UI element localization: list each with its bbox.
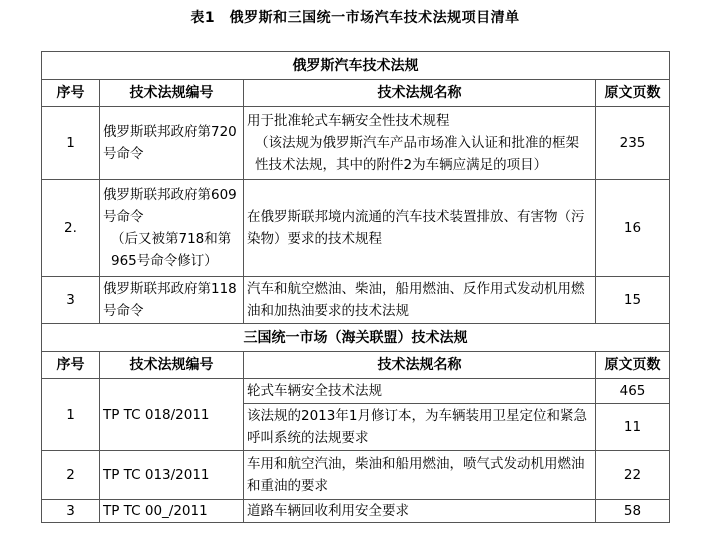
header-row	[42, 80, 670, 107]
table-row	[42, 451, 670, 500]
header-no: 序号	[42, 352, 100, 379]
row-pages: 58	[596, 500, 670, 523]
header-row	[42, 352, 670, 379]
section-title: 俄罗斯汽车技术法规	[42, 52, 670, 80]
row-name-line: 用于批准轮式车辆安全性技术规程	[247, 113, 450, 129]
row-pages: 235	[596, 107, 670, 180]
row-name: 道路车辆回收利用安全要求	[244, 500, 596, 523]
row-name: 在俄罗斯联邦境内流通的汽车技术装置排放、有害物（污染物）要求的技术规程	[244, 180, 596, 277]
row-pages: 15	[596, 277, 670, 324]
row-no: 2	[42, 451, 100, 500]
row-name-note: （该法规为俄罗斯汽车产品市场准入认证和批准的框架性技术法规，其中的附件2为车辆应满足的项目）	[255, 135, 579, 173]
table-row	[42, 500, 670, 523]
table-row	[42, 379, 670, 404]
row-no: 1	[42, 107, 100, 180]
header-name: 技术法规名称	[244, 352, 596, 379]
row-pages: 16	[596, 180, 670, 277]
row-pages: 11	[596, 404, 670, 451]
row-no: 3	[42, 500, 100, 523]
header-code: 技术法规编号	[100, 80, 244, 107]
regulations-table	[41, 51, 670, 523]
row-no: 3	[42, 277, 100, 324]
section-title: 三国统一市场（海关联盟）技术法规	[42, 324, 670, 352]
table-row	[42, 277, 670, 324]
row-name: 轮式车辆安全技术法规	[244, 379, 596, 404]
row-name: 该法规的2013年1月修订本，为车辆装用卫星定位和紧急呼叫系统的法规要求	[244, 404, 596, 451]
row-code	[100, 180, 244, 277]
table-caption: 表1 俄罗斯和三国统一市场汽车技术法规项目清单	[190, 10, 520, 26]
section-title-row	[42, 324, 670, 352]
header-name: 技术法规名称	[244, 80, 596, 107]
row-code: TP TC 013/2011	[100, 451, 244, 500]
row-name	[244, 107, 596, 180]
row-pages: 22	[596, 451, 670, 500]
row-code: TP TC 018/2011	[100, 379, 244, 451]
table-row	[42, 107, 670, 180]
row-name: 车用和航空汽油，柴油和船用燃油，喷气式发动机用燃油和重油的要求	[244, 451, 596, 500]
header-no: 序号	[42, 80, 100, 107]
header-pages: 原文页数	[596, 352, 670, 379]
table-row	[42, 180, 670, 277]
header-code: 技术法规编号	[100, 352, 244, 379]
row-code: TP TC 00_/2011	[100, 500, 244, 523]
row-no: 1	[42, 379, 100, 451]
row-no: 2.	[42, 180, 100, 277]
row-code: 俄罗斯联邦政府第118号命令	[100, 277, 244, 324]
header-pages: 原文页数	[596, 80, 670, 107]
section-title-row	[42, 52, 670, 80]
row-code-text: 俄罗斯联邦政府第609号命令	[103, 187, 237, 225]
row-code-note: （后又被第718和第965号命令修订）	[111, 231, 232, 269]
row-code: 俄罗斯联邦政府第720号命令	[100, 107, 244, 180]
row-pages: 465	[596, 379, 670, 404]
row-name: 汽车和航空燃油、柴油，船用燃油、反作用式发动机用燃油和加热油要求的技术法规	[244, 277, 596, 324]
